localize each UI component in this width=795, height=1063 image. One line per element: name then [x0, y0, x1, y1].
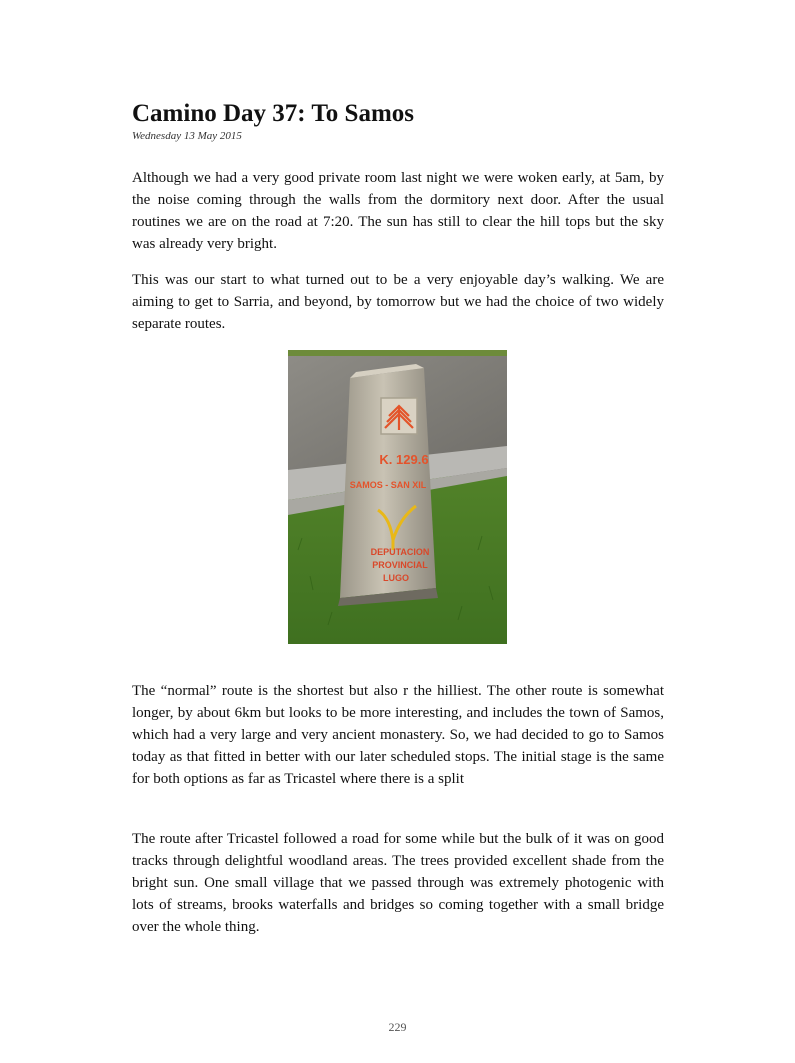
camino-marker-photo	[288, 350, 507, 644]
page-title: Camino Day 37: To Samos	[132, 100, 414, 127]
paragraph: This was our start to what turned out to be a very enjoyable day’s walking. We are aiming to get to Sarria, and beyond, by tomorrow but we had the choice of two widely separate routes.	[132, 272, 664, 332]
stone-marker	[338, 364, 438, 606]
paragraph: The “normal” route is the shortest but also r the hilliest. The other route is somewhat longer, by about 6km but looks to be more interesting, and includes the town of Samos, which had a very large and very ancient monastery. So, we had decided to go to Samos today as that fitted in better with our later scheduled stops. The initial stage is the same for both options as far as Tricastel where there is a split	[132, 683, 664, 787]
marker-line: DEPUTACION	[370, 547, 430, 557]
marker-distance: K. 129.6	[379, 452, 429, 467]
post-date: Wednesday 13 May 2015	[132, 130, 242, 142]
paragraph: The route after Tricastel followed a road for some while but the bulk of it was on good tracks through delightful woodland areas. The trees provided excellent shade from the bright sun. One small village that we passed through was extremely photogenic with lots of streams, brooks waterfalls and bridges so coming together with a small bridge over the whole thing.	[132, 831, 664, 935]
page-number: 229	[388, 1020, 407, 1034]
paragraph: Although we had a very good private room last night we were woken early, at 5am, by the noise coming through the walls from the dormitory next door. After the usual routines we are on the road at 7:20. The sun has still to clear the hill tops but the sky was already very bright.	[132, 170, 664, 252]
marker-place: SAMOS - SAN XIL	[349, 480, 427, 490]
marker-line: LUGO	[383, 573, 409, 583]
marker-line: PROVINCIAL	[372, 560, 428, 570]
